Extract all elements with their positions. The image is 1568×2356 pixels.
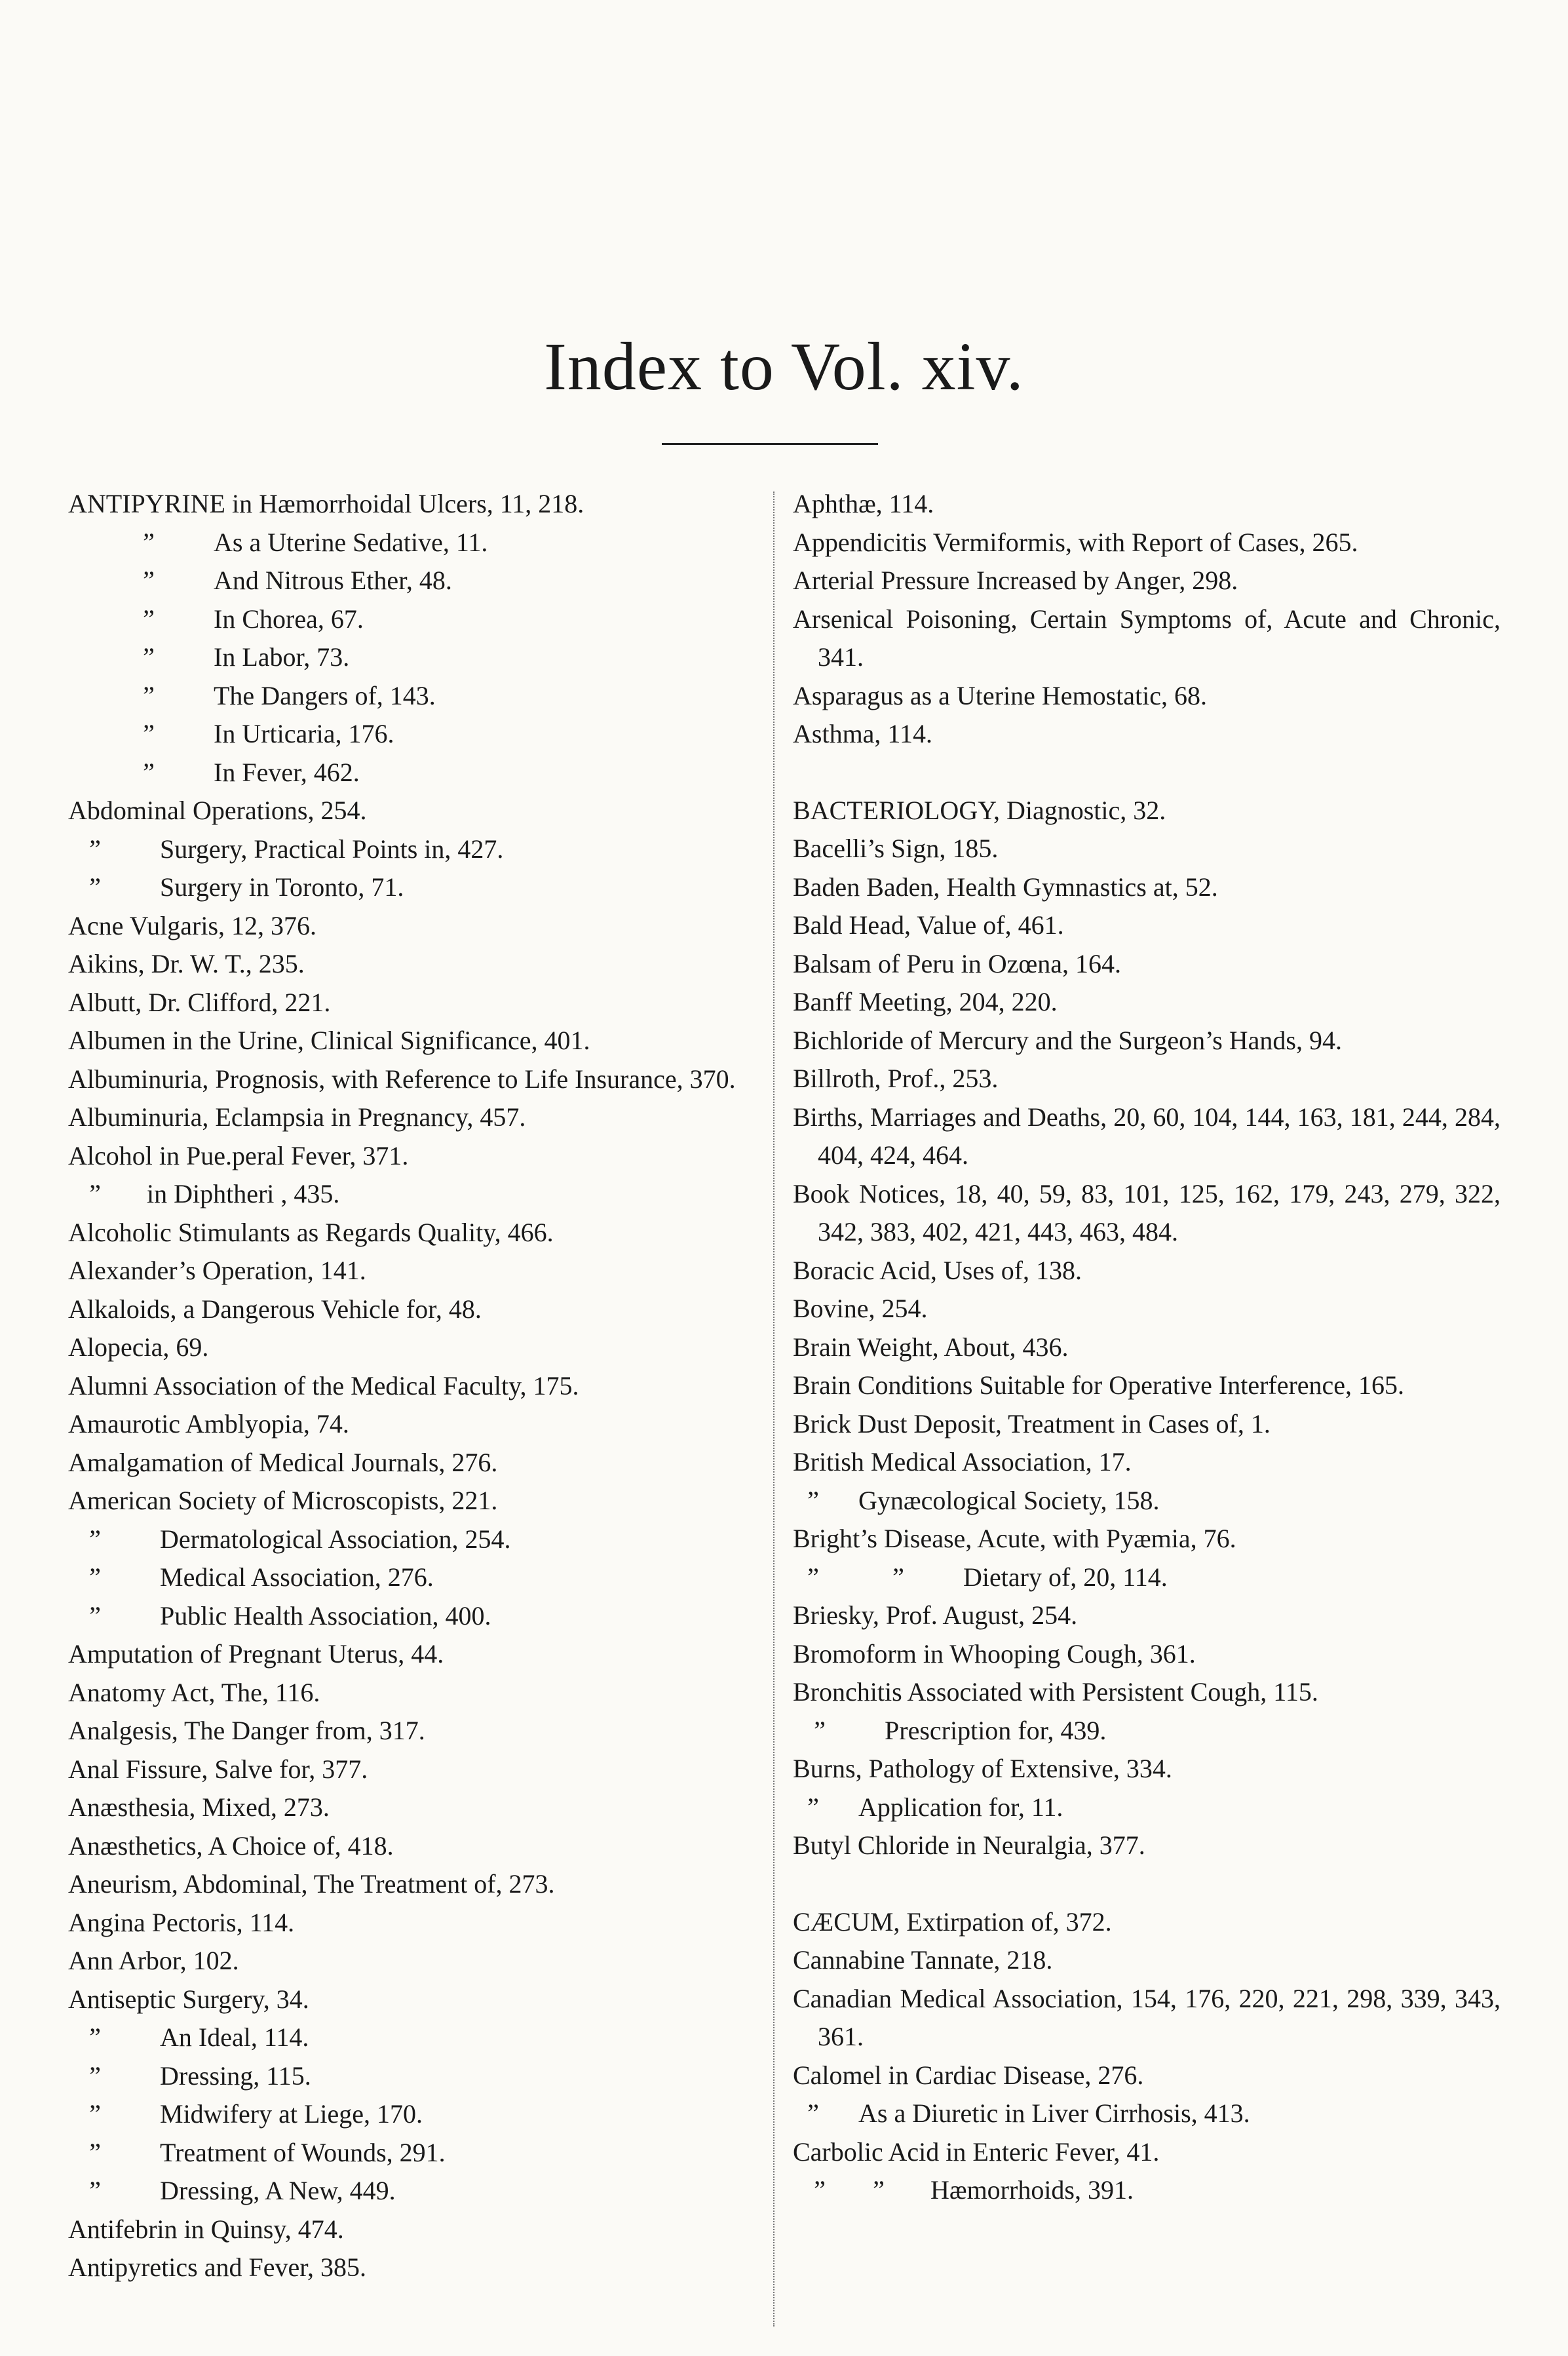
index-entry-text: Billroth, Prof., 253. xyxy=(793,1064,999,1093)
index-entry xyxy=(68,677,763,716)
ditto-mark: ” xyxy=(807,1485,819,1515)
index-entry xyxy=(68,638,763,677)
index-entry-text: Boracic Acid, Uses of, 138. xyxy=(793,1255,1082,1285)
index-entry xyxy=(68,830,763,869)
index-entry-text: Treatment of Wounds, 291. xyxy=(160,2137,446,2167)
ditto-mark: ” xyxy=(89,2022,101,2052)
index-entry xyxy=(793,1750,1501,1788)
index-entry-text: Amputation of Pregnant Uterus, 44. xyxy=(68,1639,444,1669)
index-entry xyxy=(793,600,1501,677)
ditto-mark: ” xyxy=(89,834,101,864)
index-entry-text: Amalgamation of Medical Journals, 276. xyxy=(68,1447,498,1477)
index-entry-text: Brain Conditions Suitable for Operative Interference, 165. xyxy=(793,1370,1405,1400)
index-entry xyxy=(793,715,1501,754)
index-entry-text: Abdominal Operations, 254. xyxy=(68,796,367,825)
ditto-mark: ” xyxy=(143,642,155,672)
index-entry xyxy=(793,1635,1501,1674)
index-entry xyxy=(793,830,1501,868)
index-entry xyxy=(68,868,763,907)
ditto-mark: ” xyxy=(807,1562,819,1592)
ditto-mark: ” xyxy=(143,757,155,787)
index-entry xyxy=(793,1060,1501,1098)
index-entry xyxy=(793,1022,1501,1060)
index-entry xyxy=(793,1175,1501,1252)
index-entry xyxy=(793,2171,1501,2210)
index-entry xyxy=(68,1098,763,1137)
index-entry-text: Antifebrin in Quinsy, 474. xyxy=(68,2214,344,2244)
index-entry-text: In Urticaria, 176. xyxy=(214,719,394,748)
section-gap xyxy=(793,754,1501,792)
index-entry xyxy=(793,983,1501,1022)
index-entry xyxy=(68,1712,763,1750)
index-entry-text: In Labor, 73. xyxy=(214,642,350,672)
ditto-mark: ” xyxy=(143,680,155,710)
index-entry-text: Alkaloids, a Dangerous Vehicle for, 48. xyxy=(68,1294,482,1324)
ditto-mark: ” xyxy=(814,2175,826,2205)
index-entry-text: Bald Head, Value of, 461. xyxy=(793,910,1064,940)
index-entry xyxy=(793,2133,1501,2172)
index-column-left xyxy=(68,485,763,2287)
index-entry-text: Anæsthetics, A Choice of, 418. xyxy=(68,1830,394,1861)
index-entry-text: Albumen in the Urine, Clinical Significance, 401. xyxy=(68,1026,590,1055)
ditto-mark: ” xyxy=(89,2137,101,2167)
index-entry-text: Canadian Medical Association, 154, 176, 220, 221, 298, 339, 343, 361. xyxy=(793,1983,1501,2051)
index-entry xyxy=(793,1366,1501,1405)
index-entry-text: Bacelli’s Sign, 185. xyxy=(793,834,999,863)
index-entry-text: Medical Association, 276. xyxy=(160,1562,434,1592)
index-entry-text: Dietary of, 20, 114. xyxy=(963,1562,1168,1592)
index-entry-text: in Diphtheri , 435. xyxy=(147,1179,340,1208)
index-entry-text: Brain Weight, About, 436. xyxy=(793,1332,1069,1362)
index-entry xyxy=(68,2172,763,2211)
index-entry xyxy=(68,2057,763,2096)
ditto-mark: ” xyxy=(89,1179,101,1208)
index-entry xyxy=(68,1060,763,1099)
index-entry xyxy=(793,562,1501,600)
index-entry xyxy=(68,2095,763,2134)
index-entry xyxy=(793,906,1501,945)
index-entry-text: Public Health Association, 400. xyxy=(160,1600,491,1631)
ditto-mark: ” xyxy=(143,566,155,595)
index-entry xyxy=(68,1827,763,1866)
index-entry-text: Arterial Pressure Increased by Anger, 298. xyxy=(793,566,1238,595)
index-entry-text: Dermatological Association, 254. xyxy=(160,1524,511,1554)
index-entry xyxy=(68,1558,763,1597)
section-gap xyxy=(793,1865,1501,1903)
index-entry xyxy=(793,677,1501,716)
index-entry-text: ANTIPYRINE in Hæmorrhoidal Ulcers, 11, 218. xyxy=(68,489,584,518)
ditto-mark: ” xyxy=(89,1524,101,1554)
index-entry xyxy=(793,1712,1501,1750)
index-entry-text: An Ideal, 114. xyxy=(160,2022,309,2052)
index-entry-text: Bichloride of Mercury and the Surgeon’s Hands, 94. xyxy=(793,1025,1342,1055)
index-entry xyxy=(68,1444,763,1482)
ditto-mark: ” xyxy=(89,2176,101,2205)
index-entry-text: Surgery in Toronto, 71. xyxy=(160,872,404,902)
index-entry xyxy=(793,1443,1501,1482)
ditto-mark: ” xyxy=(89,1562,101,1592)
index-entry xyxy=(793,1290,1501,1328)
index-entry-text: Briesky, Prof. August, 254. xyxy=(793,1600,1078,1630)
index-entry xyxy=(68,2018,763,2057)
index-entry xyxy=(68,984,763,1022)
index-entry-text: Cannabine Tannate, 218. xyxy=(793,1945,1053,1975)
index-entry-text: Antiseptic Surgery, 34. xyxy=(68,1984,309,2014)
index-entry-text: As a Diuretic in Liver Cirrhosis, 413. xyxy=(858,2098,1250,2128)
ditto-mark: ” xyxy=(807,1792,819,1822)
index-entry xyxy=(68,562,763,600)
index-entry-text: Appendicitis Vermiformis, with Report of Cases, 265. xyxy=(793,527,1358,557)
index-entry-text: BACTERIOLOGY, Diagnostic, 32. xyxy=(793,795,1166,825)
index-entry-text: Dressing, 115. xyxy=(160,2060,311,2091)
index-entry-text: Butyl Chloride in Neuralgia, 377. xyxy=(793,1830,1145,1860)
ditto-mark: ” xyxy=(89,2099,101,2129)
index-entry-text: Ann Arbor, 102. xyxy=(68,1946,239,1975)
index-entry xyxy=(68,907,763,946)
title-rule xyxy=(662,443,878,445)
index-entry-text: Antipyretics and Fever, 385. xyxy=(68,2252,366,2282)
index-entry-text: In Chorea, 67. xyxy=(214,604,364,634)
column-divider xyxy=(773,492,774,2327)
index-entry xyxy=(793,2095,1501,2133)
index-entry-text: Prescription for, 439. xyxy=(885,1715,1107,1745)
index-entry xyxy=(793,945,1501,984)
index-entry xyxy=(793,1596,1501,1635)
index-entry xyxy=(68,524,763,562)
index-entry-text: Albutt, Dr. Clifford, 221. xyxy=(68,987,331,1017)
index-entry xyxy=(793,1482,1501,1520)
index-entry-text: Anal Fissure, Salve for, 377. xyxy=(68,1754,368,1784)
index-entry-text: Asparagus as a Uterine Hemostatic, 68. xyxy=(793,680,1208,710)
index-entry-text: Asthma, 114. xyxy=(793,719,932,748)
index-entry-text: Alcoholic Stimulants as Regards Quality, 466. xyxy=(68,1217,554,1247)
index-entry xyxy=(68,1137,763,1176)
index-entry xyxy=(68,600,763,639)
index-entry xyxy=(68,485,763,524)
index-entry xyxy=(68,1367,763,1406)
index-entry-text: Alcohol in Pue.peral Fever, 371. xyxy=(68,1140,409,1170)
index-entry-text: Brick Dust Deposit, Treatment in Cases of, 1. xyxy=(793,1408,1271,1439)
index-entry-text: Banff Meeting, 204, 220. xyxy=(793,987,1058,1016)
page-title: Index to Vol. xiv. xyxy=(544,329,1024,404)
index-entry-text: Dressing, A New, 449. xyxy=(160,2176,396,2205)
index-entry xyxy=(68,1175,763,1214)
index-entry-text: Application for, 11. xyxy=(858,1792,1063,1822)
index-entry-text: The Dangers of, 143. xyxy=(214,680,436,710)
index-entry-text: Anatomy Act, The, 116. xyxy=(68,1677,320,1707)
index-entry-text: Arsenical Poisoning, Certain Symptoms of, Acute and Chronic, 341. xyxy=(793,604,1501,672)
index-entry xyxy=(68,945,763,984)
index-entry xyxy=(793,1405,1501,1444)
index-entry-text: As a Uterine Sedative, 11. xyxy=(214,527,488,557)
index-entry-text: Albuminuria, Prognosis, with Reference to Life Insurance, 370. xyxy=(68,1064,736,1094)
index-entry xyxy=(793,1826,1501,1865)
index-entry-text: And Nitrous Ether, 48. xyxy=(214,566,452,595)
index-entry-text: British Medical Association, 17. xyxy=(793,1447,1132,1477)
index-entry xyxy=(793,1098,1501,1175)
index-entry xyxy=(68,1252,763,1290)
index-entry xyxy=(793,1520,1501,1558)
ditto-mark: ” xyxy=(873,2175,885,2205)
index-entry-text: Births, Marriages and Deaths, 20, 60, 104, 144, 163, 181, 244, 284, 404, 424, 464. xyxy=(793,1102,1501,1170)
index-entry xyxy=(68,1980,763,2019)
ditto-mark: ” xyxy=(814,1715,826,1745)
index-entry xyxy=(68,1328,763,1367)
index-entry-text: Albuminuria, Eclampsia in Pregnancy, 457. xyxy=(68,1102,526,1132)
index-entry-text: American Society of Microscopists, 221. xyxy=(68,1486,498,1515)
index-entry xyxy=(68,1904,763,1942)
index-entry-text: CÆCUM, Extirpation of, 372. xyxy=(793,1906,1112,1937)
index-entry-text: Analgesis, The Danger from, 317. xyxy=(68,1716,425,1745)
index-entry-text: Bromoform in Whooping Cough, 361. xyxy=(793,1638,1196,1669)
index-entry xyxy=(793,1673,1501,1712)
index-entry xyxy=(793,485,1501,524)
index-entry-text: Baden Baden, Health Gymnastics at, 52. xyxy=(793,872,1218,902)
index-entry xyxy=(793,1903,1501,1942)
index-entry-text: Amaurotic Amblyopia, 74. xyxy=(68,1409,349,1439)
index-entry-text: Anæsthesia, Mixed, 273. xyxy=(68,1792,330,1822)
index-entry xyxy=(793,2057,1501,2095)
index-entry xyxy=(68,1022,763,1060)
index-entry xyxy=(793,792,1501,830)
index-entry xyxy=(68,1482,763,1520)
index-entry-text: Hæmorrhoids, 391. xyxy=(930,2175,1134,2205)
ditto-mark: ” xyxy=(89,872,101,902)
index-entry xyxy=(68,1214,763,1252)
index-entry xyxy=(793,1941,1501,1980)
index-entry-text: Alexander’s Operation, 141. xyxy=(68,1256,366,1285)
index-entry xyxy=(68,1635,763,1674)
index-entry xyxy=(793,868,1501,907)
index-entry xyxy=(793,1328,1501,1367)
ditto-mark: ” xyxy=(143,527,155,557)
index-entry-text: Acne Vulgaris, 12, 376. xyxy=(68,910,317,940)
ditto-mark: ” xyxy=(807,2098,819,2128)
index-entry-text: In Fever, 462. xyxy=(214,757,360,787)
index-entry xyxy=(68,1865,763,1904)
index-entry xyxy=(68,1290,763,1329)
index-entry xyxy=(68,1750,763,1789)
index-entry-text: Aikins, Dr. W. T., 235. xyxy=(68,949,305,978)
index-entry-text: Bronchitis Associated with Persistent Cough, 115. xyxy=(793,1677,1318,1707)
index-entry xyxy=(68,792,763,830)
index-entry xyxy=(793,524,1501,562)
index-entry xyxy=(68,1674,763,1712)
index-entry xyxy=(68,2249,763,2287)
index-entry-text: Gynæcological Society, 158. xyxy=(858,1485,1160,1515)
index-entry xyxy=(793,1788,1501,1827)
index-entry xyxy=(793,1980,1501,2057)
index-entry xyxy=(68,754,763,792)
index-entry-text: Carbolic Acid in Enteric Fever, 41. xyxy=(793,2136,1160,2167)
ditto-mark: ” xyxy=(89,1600,101,1631)
index-entry xyxy=(68,1942,763,1980)
index-entry-text: Angina Pectoris, 114. xyxy=(68,1907,295,1937)
index-entry-text: Aphthæ, 114. xyxy=(793,489,934,518)
ditto-mark: ” xyxy=(143,719,155,748)
index-entry xyxy=(68,715,763,754)
index-entry xyxy=(793,1558,1501,1597)
index-entry-text: Alumni Association of the Medical Faculty, 175. xyxy=(68,1370,579,1400)
index-entry-text: Midwifery at Liege, 170. xyxy=(160,2099,423,2129)
index-entry-text: Aneurism, Abdominal, The Treatment of, 273. xyxy=(68,1869,555,1899)
index-entry xyxy=(68,1405,763,1444)
index-entry-text: Alopecia, 69. xyxy=(68,1332,209,1362)
index-entry-text: Surgery, Practical Points in, 427. xyxy=(160,834,504,864)
ditto-mark: ” xyxy=(89,2060,101,2091)
index-entry xyxy=(68,1788,763,1827)
ditto-mark: ” xyxy=(143,604,155,634)
index-entry xyxy=(793,1252,1501,1290)
index-entry-text: Bovine, 254. xyxy=(793,1294,928,1323)
index-entry xyxy=(68,1597,763,1636)
index-entry-text: Balsam of Peru in Ozœna, 164. xyxy=(793,948,1122,978)
ditto-mark: ” xyxy=(892,1562,904,1592)
index-column-right xyxy=(793,485,1501,2210)
index-entry-text: Burns, Pathology of Extensive, 334. xyxy=(793,1754,1172,1783)
index-entry xyxy=(68,1520,763,1559)
index-entry xyxy=(68,2134,763,2173)
index-entry-text: Calomel in Cardiac Disease, 276. xyxy=(793,2060,1144,2090)
index-entry-text: Book Notices, 18, 40, 59, 83, 101, 125, 162, 179, 243, 279, 322, 342, 383, 402, 421, 443, 463, 484. xyxy=(793,1178,1501,1246)
index-entry xyxy=(68,2211,763,2249)
index-entry-text: Bright’s Disease, Acute, with Pyæmia, 76. xyxy=(793,1524,1236,1553)
